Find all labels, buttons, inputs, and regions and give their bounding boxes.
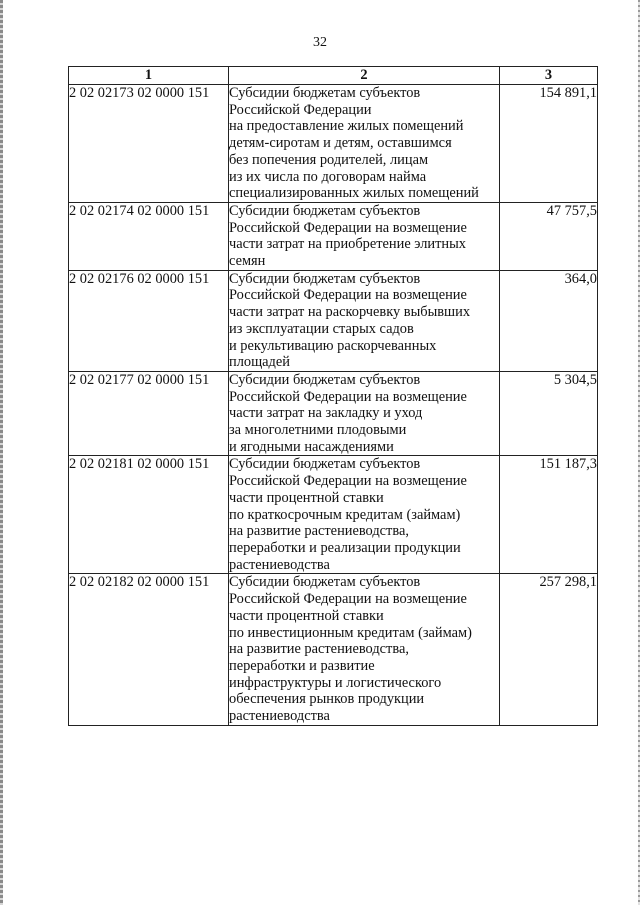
- description-line: Субсидии бюджетам субъектов: [229, 574, 421, 591]
- description-cell: [229, 270, 500, 371]
- amount-cell: 154 891,1: [500, 85, 598, 203]
- description-line: из эксплуатации старых садов: [229, 320, 414, 337]
- description-line: на развитие растениеводства,: [229, 523, 409, 540]
- amount-cell: 47 757,5: [500, 202, 598, 270]
- table-row: [69, 202, 598, 270]
- description-cell: [229, 371, 500, 456]
- description-line: растениеводства: [229, 556, 330, 573]
- table-row: [69, 456, 598, 574]
- description-line: Российской Федерации на возмещение: [229, 591, 467, 608]
- description-line: и рекультивацию раскорчеванных: [229, 337, 437, 354]
- description-line: Субсидии бюджетам субъектов: [229, 85, 421, 101]
- description-line: Российской Федерации на возмещение: [229, 388, 467, 405]
- budget-code-cell: 2 02 02174 02 0000 151: [69, 202, 229, 270]
- description-line: по инвестиционным кредитам (займам): [229, 624, 472, 641]
- budget-table: [68, 66, 598, 726]
- description-line: Российской Федерации на возмещение: [229, 287, 467, 304]
- description-line: обеспечения рынков продукции: [229, 691, 425, 708]
- amount-cell: 364,0: [500, 270, 598, 371]
- description-line: без попечения родителей, лицам: [229, 151, 429, 168]
- budget-code-cell: 2 02 02176 02 0000 151: [69, 270, 229, 371]
- description-cell: [229, 574, 500, 725]
- description-line: переработки и развитие: [229, 657, 375, 674]
- column-header-amount: 3: [500, 67, 598, 85]
- description-line: части затрат на приобретение элитных: [229, 236, 466, 253]
- amount-cell: 5 304,5: [500, 371, 598, 456]
- table-row: [69, 371, 598, 456]
- description-line: Российской Федерации: [229, 101, 372, 118]
- description-line: на предоставление жилых помещений: [229, 118, 464, 135]
- description-line: Субсидии бюджетам субъектов: [229, 270, 421, 287]
- description-line: на развитие растениеводства,: [229, 641, 409, 658]
- budget-code-cell: 2 02 02177 02 0000 151: [69, 371, 229, 456]
- description-line: детям-сиротам и детям, оставшимся: [229, 135, 452, 152]
- description-line: семян: [229, 253, 266, 270]
- description-cell: [229, 202, 500, 270]
- description-line: Российской Федерации на возмещение: [229, 219, 467, 236]
- scan-edge-left: [0, 0, 3, 905]
- budget-code-cell: 2 02 02182 02 0000 151: [69, 574, 229, 725]
- description-line: и ягодными насаждениями: [229, 438, 394, 455]
- description-line: по краткосрочным кредитам (займам): [229, 506, 461, 523]
- description-line: за многолетними плодовыми: [229, 422, 407, 439]
- table-row: [69, 85, 598, 203]
- amount-cell: 151 187,3: [500, 456, 598, 574]
- table-row: [69, 574, 598, 725]
- table-header-row: [69, 67, 598, 85]
- budget-code-cell: 2 02 02181 02 0000 151: [69, 456, 229, 574]
- description-line: части затрат на раскорчевку выбывших: [229, 304, 471, 321]
- description-line: Субсидии бюджетам субъектов: [229, 202, 421, 219]
- description-line: части процентной ставки: [229, 489, 384, 506]
- description-line: переработки и реализации продукции: [229, 539, 461, 556]
- description-line: Субсидии бюджетам субъектов: [229, 371, 421, 388]
- description-line: из их числа по договорам найма: [229, 168, 427, 185]
- amount-cell: 257 298,1: [500, 574, 598, 725]
- description-line: растениеводства: [229, 708, 330, 725]
- budget-code-cell: 2 02 02173 02 0000 151: [69, 85, 229, 203]
- description-line: части затрат на закладку и уход: [229, 405, 423, 422]
- table-row: [69, 270, 598, 371]
- description-line: Субсидии бюджетам субъектов: [229, 456, 421, 473]
- page-number: 32: [313, 35, 327, 50]
- table-body: [69, 85, 598, 726]
- description-cell: [229, 85, 500, 203]
- description-line: части процентной ставки: [229, 607, 384, 624]
- description-line: инфраструктуры и логистического: [229, 674, 442, 691]
- column-header-code: 1: [69, 67, 229, 85]
- description-line: Российской Федерации на возмещение: [229, 473, 467, 490]
- description-cell: [229, 456, 500, 574]
- description-line: площадей: [229, 354, 290, 371]
- description-line: специализированных жилых помещений: [229, 185, 479, 202]
- column-header-description: 2: [229, 67, 500, 85]
